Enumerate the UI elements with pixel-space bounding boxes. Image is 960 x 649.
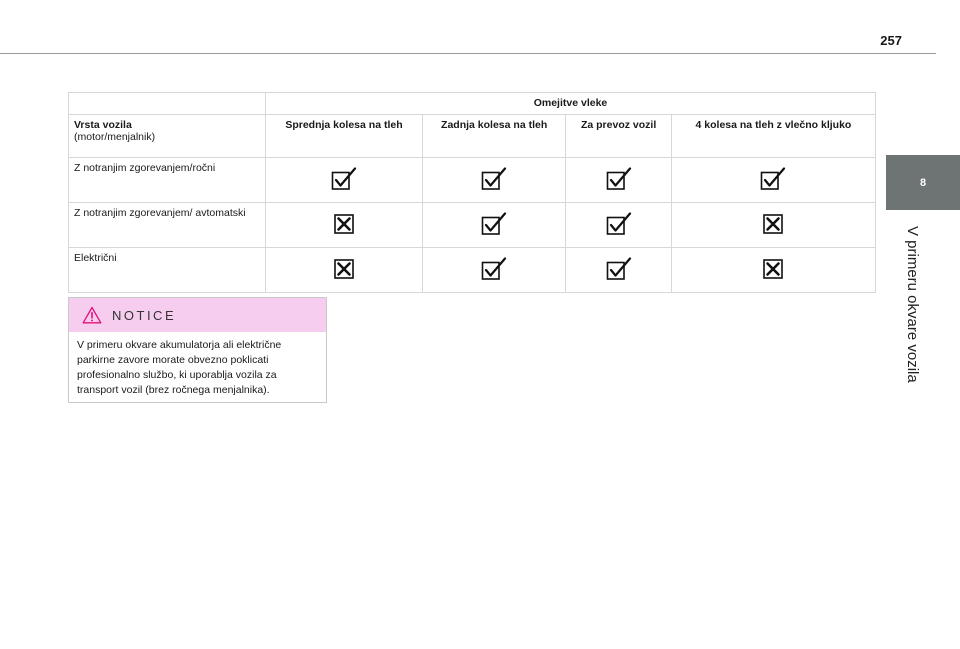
status-cell [422, 248, 565, 293]
row-header-subtitle: (motor/menjalnik) [74, 131, 156, 143]
check-icon [606, 212, 632, 239]
column-header: 4 kolesa na tleh z vlečno kljuko [671, 115, 875, 158]
notice-header [69, 298, 326, 332]
cross-icon [762, 213, 784, 238]
column-header-row [69, 115, 876, 158]
column-header: Zadnja kolesa na tleh [422, 115, 565, 158]
row-header-cell [69, 115, 266, 158]
check-icon [481, 257, 507, 284]
check-icon [606, 257, 632, 284]
status-cell [566, 248, 672, 293]
chapter-title: V primeru okvare vozila [904, 226, 921, 383]
chapter-tab[interactable]: 8 [886, 155, 960, 210]
check-icon [481, 167, 507, 194]
table-row [69, 203, 876, 248]
status-cell [266, 158, 423, 203]
status-cell [671, 158, 875, 203]
column-header: Za prevoz vozil [566, 115, 672, 158]
notice-text: V primeru okvare akumulatorja ali električne parkirne zavore morate obvezno poklicati profesionalno službo, ki uporablja vozila za transport vozil (brez ročnega menjalnika). [77, 339, 282, 396]
table-row [69, 248, 876, 293]
warning-triangle-icon [82, 306, 102, 324]
status-cell [422, 203, 565, 248]
notice-box [68, 297, 327, 403]
notice-title: NOTICE [112, 307, 177, 323]
page-number: 257 [880, 33, 902, 48]
row-label: Električni [69, 248, 266, 293]
status-cell [671, 203, 875, 248]
status-cell [266, 203, 423, 248]
table-corner-cell [69, 93, 266, 115]
cross-icon [333, 213, 355, 238]
cross-icon [762, 258, 784, 283]
status-cell [422, 158, 565, 203]
top-divider [0, 53, 936, 54]
status-cell [671, 248, 875, 293]
table-header-row [69, 93, 876, 115]
status-cell [266, 248, 423, 293]
row-label: Z notranjim zgorevanjem/ avtomatski [69, 203, 266, 248]
group-header: Omejitve vleke [266, 93, 876, 115]
row-label: Z notranjim zgorevanjem/ročni [69, 158, 266, 203]
cross-icon [333, 258, 355, 283]
check-icon [481, 212, 507, 239]
column-header: Sprednja kolesa na tleh [266, 115, 423, 158]
table-row [69, 158, 876, 203]
check-icon [331, 167, 357, 194]
check-icon [606, 167, 632, 194]
status-cell [566, 203, 672, 248]
towing-limits-table [68, 92, 876, 293]
check-icon [760, 167, 786, 194]
status-cell [566, 158, 672, 203]
row-header-title: Vrsta vozila [74, 119, 132, 131]
